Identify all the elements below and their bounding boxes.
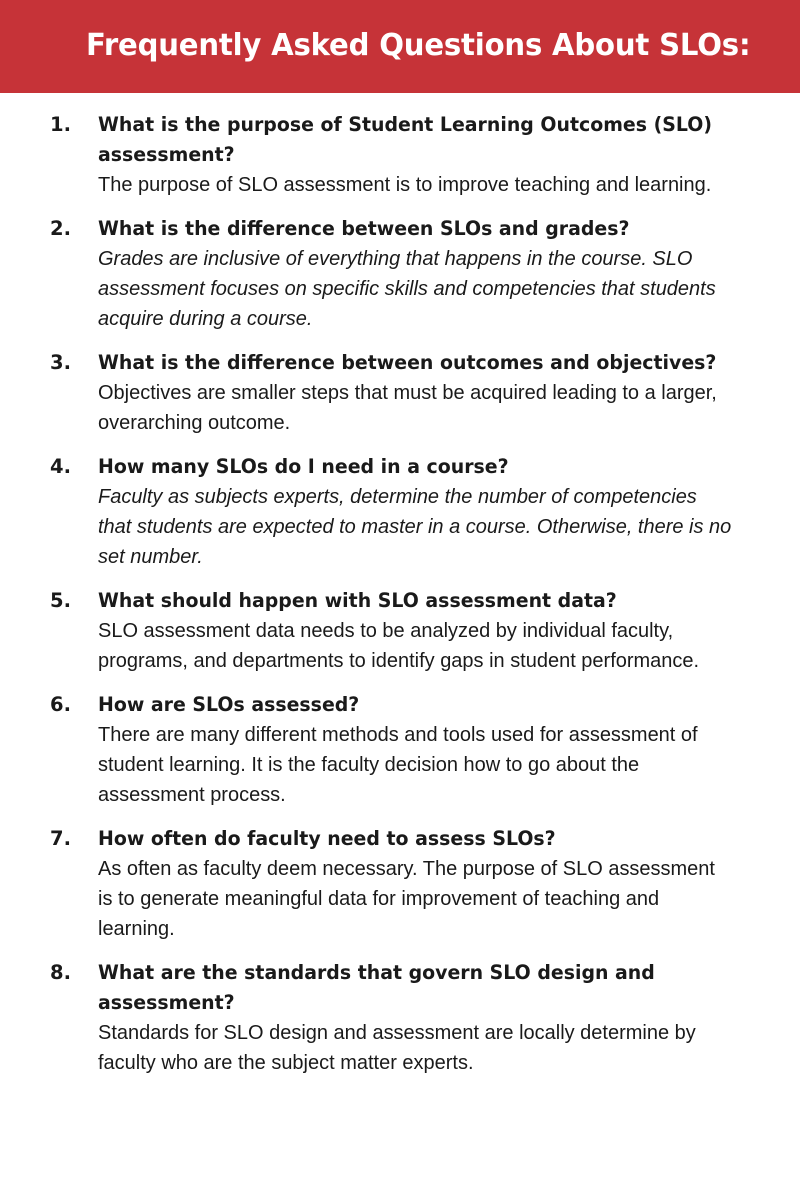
faq-question: How are SLOs assessed? [98,693,360,716]
faq-item [0,586,800,676]
faq-item-number: 7. [50,827,71,850]
faq-item-body [98,348,748,438]
faq-item [0,110,800,200]
faq-item-body [98,214,748,334]
faq-item [0,348,800,438]
faq-item-body [98,824,748,944]
faq-answer: Grades are inclusive of everything that happens in the course. SLO assessment focuses on specific skills and competencies that students acquire during a course. [98,247,716,330]
faq-item-number: 2. [50,217,71,240]
faq-answer: Objectives are smaller steps that must be acquired leading to a larger, overarching outcome. [98,381,717,434]
faq-item-number: 6. [50,693,71,716]
faq-question: What is the difference between outcomes and objectives? [98,351,717,374]
faq-answer: SLO assessment data needs to be analyzed by individual faculty, programs, and departments to identify gaps in student performance. [98,619,700,672]
faq-item [0,214,800,334]
faq-item [0,452,800,572]
faq-item-body [98,452,748,572]
faq-list [0,93,800,1078]
page-title: Frequently Asked Questions About SLOs: [86,28,751,64]
faq-item-number: 8. [50,961,71,984]
faq-item [0,958,800,1078]
faq-question: What is the difference between SLOs and grades? [98,217,630,240]
page-header-banner [0,0,800,93]
faq-item [0,824,800,944]
faq-question: What should happen with SLO assessment data? [98,589,617,612]
faq-answer: There are many different methods and tools used for assessment of student learning. It is the faculty decision how to go about the assessment process. [98,723,698,806]
faq-answer: As often as faculty deem necessary. The purpose of SLO assessment is to generate meaningful data for improvement of teaching and learning. [98,857,715,940]
faq-question: How often do faculty need to assess SLOs? [98,827,556,850]
faq-item-body [98,586,748,676]
faq-item-number: 5. [50,589,71,612]
faq-item-body [98,958,748,1078]
faq-item-number: 4. [50,455,71,478]
faq-question: What are the standards that govern SLO design and assessment? [98,961,655,1014]
faq-question: What is the purpose of Student Learning Outcomes (SLO) assessment? [98,113,712,166]
faq-item-body [98,110,748,200]
faq-item [0,690,800,810]
faq-answer: The purpose of SLO assessment is to improve teaching and learning. [98,173,712,196]
faq-question: How many SLOs do I need in a course? [98,455,509,478]
faq-item-number: 1. [50,113,71,136]
faq-item-body [98,690,748,810]
faq-item-number: 3. [50,351,71,374]
faq-answer: Faculty as subjects experts, determine the number of competencies that students are expected to master in a course. Otherwise, there is no set number. [98,485,732,568]
faq-answer: Standards for SLO design and assessment are locally determine by faculty who are the subject matter experts. [98,1021,696,1074]
